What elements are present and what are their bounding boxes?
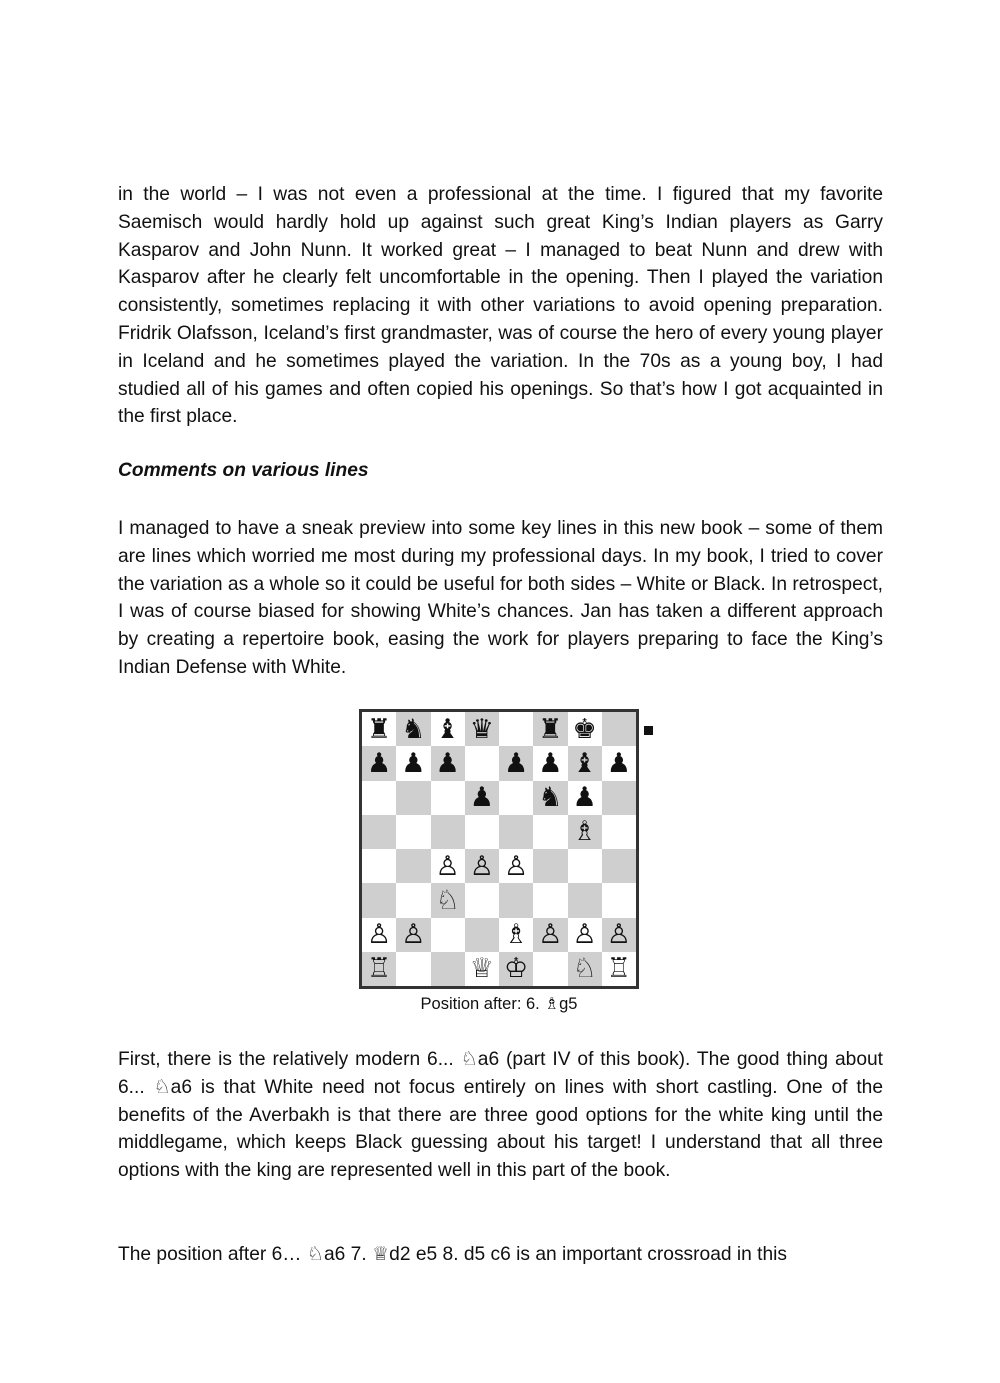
square-g3 [568, 883, 602, 917]
black-to-move-marker [644, 726, 653, 735]
square-g5: ♗ [568, 815, 602, 849]
square-b2: ♙ [396, 918, 430, 952]
square-h3 [602, 883, 636, 917]
square-h5 [602, 815, 636, 849]
square-c7: ♟ [431, 746, 465, 780]
square-h4 [602, 849, 636, 883]
square-b8: ♞ [396, 712, 430, 746]
square-c1 [431, 952, 465, 986]
square-h8 [602, 712, 636, 746]
analysis-paragraph: First, there is the relatively modern 6... ♘a6 (part IV of this book). The good thing about 6... ♘a6 is that White need not focus entirely on lines with short castling. One of the benefits of the Averbakh is that there are three good options for the white king until the middlegame, which keeps Black guessing about his target! I understand that all three options with the king are represented well in this part of the book. [118, 1049, 883, 1182]
square-d5 [465, 815, 499, 849]
square-g4 [568, 849, 602, 883]
square-g1: ♘ [568, 952, 602, 986]
square-b5 [396, 815, 430, 849]
square-f8: ♜ [533, 712, 567, 746]
square-d6: ♟ [465, 781, 499, 815]
square-e7: ♟ [499, 746, 533, 780]
square-b4 [396, 849, 430, 883]
square-d7 [465, 746, 499, 780]
section-heading: Comments on various lines [118, 460, 369, 481]
square-h7: ♟ [602, 746, 636, 780]
square-c6 [431, 781, 465, 815]
square-b7: ♟ [396, 746, 430, 780]
square-c4: ♙ [431, 849, 465, 883]
square-g8: ♚ [568, 712, 602, 746]
square-a4 [362, 849, 396, 883]
square-d2 [465, 918, 499, 952]
square-a3 [362, 883, 396, 917]
square-g7: ♝ [568, 746, 602, 780]
square-g2: ♙ [568, 918, 602, 952]
square-c3: ♘ [431, 883, 465, 917]
square-a8: ♜ [362, 712, 396, 746]
square-h1: ♖ [602, 952, 636, 986]
square-f3 [533, 883, 567, 917]
square-b3 [396, 883, 430, 917]
diagram-caption: Position after: 6. ♗g5 [420, 995, 578, 1013]
square-f6: ♞ [533, 781, 567, 815]
square-d4: ♙ [465, 849, 499, 883]
square-a2: ♙ [362, 918, 396, 952]
square-d1: ♕ [465, 952, 499, 986]
chess-diagram [359, 709, 639, 989]
square-f2: ♙ [533, 918, 567, 952]
square-e4: ♙ [499, 849, 533, 883]
square-f5 [533, 815, 567, 849]
square-c8: ♝ [431, 712, 465, 746]
square-f4 [533, 849, 567, 883]
square-e6 [499, 781, 533, 815]
square-a7: ♟ [362, 746, 396, 780]
square-e2: ♗ [499, 918, 533, 952]
square-e1: ♔ [499, 952, 533, 986]
square-b6 [396, 781, 430, 815]
square-c5 [431, 815, 465, 849]
square-f1 [533, 952, 567, 986]
square-b1 [396, 952, 430, 986]
square-h2: ♙ [602, 918, 636, 952]
preview-paragraph: I managed to have a sneak preview into some key lines in this new book – some of them are lines which worried me most during my professional days. In my book, I tried to cover the variation as a whole so it could be useful for both sides – White or Black. In retrospect, I was of course biased for showing White’s chances. Jan has taken a different approach by creating a repertoire book, easing the work for players preparing to face the King’s Indian Defense with White. [118, 518, 883, 678]
crossroad-paragraph: The position after 6… ♘a6 7. ♕d2 e5 8. d5 c6 is an important crossroad in this [118, 1244, 788, 1265]
square-h6 [602, 781, 636, 815]
square-e3 [499, 883, 533, 917]
square-a6 [362, 781, 396, 815]
square-a5 [362, 815, 396, 849]
square-d8: ♛ [465, 712, 499, 746]
square-e8 [499, 712, 533, 746]
square-a1: ♖ [362, 952, 396, 986]
square-c2 [431, 918, 465, 952]
square-g6: ♟ [568, 781, 602, 815]
square-e5 [499, 815, 533, 849]
square-f7: ♟ [533, 746, 567, 780]
intro-paragraph: in the world – I was not even a professional at the time. I figured that my favorite Saemisch would hardly hold up against such great King’s Indian players as Garry Kasparov and John Nunn. It worked great – I managed to beat Nunn and drew with Kasparov after he clearly felt uncomfortable in the opening. Then I played the variation consistently, sometimes replacing it with other variations to avoid opening preparation. Fridrik Olafsson, Iceland’s first grandmaster, was of course the hero of every young player in Iceland and he sometimes played the variation. In the 70s as a young boy, I had studied all of his games and often copied his openings. So that’s how I got acquainted in the first place. [118, 184, 883, 428]
square-d3 [465, 883, 499, 917]
